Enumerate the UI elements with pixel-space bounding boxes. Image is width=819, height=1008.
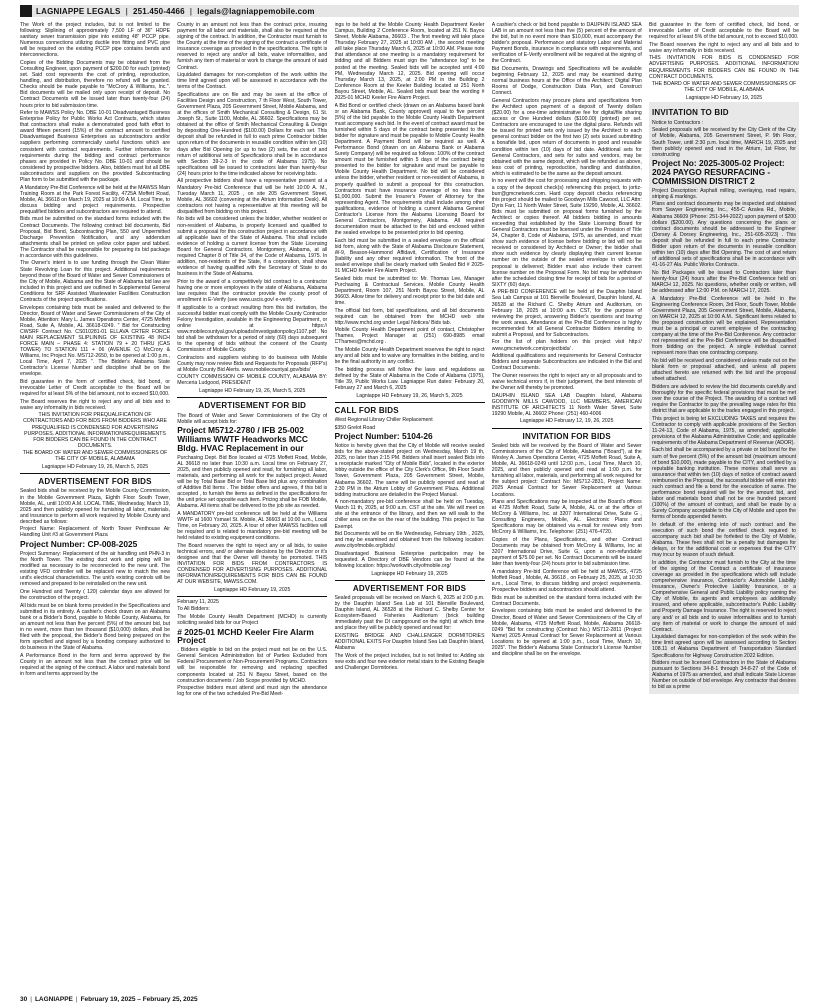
notice-paragraph: All prospective bidders shall have a representative present at a Mandatory Pre-bid Conference that will be held 10:00 A. M., Tuesday March 11, 2025 , on site 205 Government Street, Mobile, AL 36602 (convening at the Atrium Information Desk). All contractors not having a representative at this meeting will be disqualified from bidding on this project. (177, 178, 328, 215)
publication-line: Lagniappe HD February 12, 19, 26, 2025 (520, 418, 614, 425)
notice-paragraph: . Bidders eligible to bid on the project must not be on the U.S. General Services Administration list of Parties Excluded from Federal Procurement or Non-Procurement Programs. Contractors will be responsible for removing and replacing specified components located at 251 N Bayou Street, based on the construction documents / Job Scope provided by MCHD. (177, 647, 328, 684)
notice-salutation: Notice to Contractors : (652, 119, 704, 126)
notice-paragraph: Bidders must be licensed Contractors in the State of Alabama pursuant to Sections 34-8-1 through 34-8-27 of the Code of Alabama of 1975 as amended, and shall indicate State License Number on outside of bid envelope. Any contractor that desires to bid as a prime (652, 660, 796, 691)
notice-condensed-statement: THIS INVITATION FOR BIDS IS CONDENSED FOR ADVERTISING PURPOSES. ADDITIONAL INFORMATION/ REQUIREMENTS FOR BIDDERS CAN BE FOUND IN THE CONTRACT DOCUMENTS. (649, 55, 799, 80)
notice-paragraph: One Hundred and Twenty ( 120) calendar days are allowed for the construction of the project. (20, 588, 170, 601)
column-5 (649, 22, 799, 990)
notice-paragraph: Each bid shall be accompanied by a private or bid bond for the sum of five percent (5%) of the amount bid (maximum amount of bond $10,000), made payable to the CITY, and certified by a reputable banking institution. These monies shall serve as assurance that within ten (10) days of notice of contract award reimbursed in the Proposal, the successful bidder will enter into such contract and file a bond for the execution of same. The performance bond required will be for the amount bid, and labor and materials bond shall not be one hundred percent (100%) of the amount of contract, and shall be made by a Surety Company acceptable to the City of Mobile and upon the forms of bonds appended herein. (652, 447, 797, 521)
notice-paragraph: Plans and Specifications may be inspected at the Board's offices at 4725 Moffett Road, Suite A, Mobile, AL or at the office of McCrory & Williams, Inc. at 3207 International Drive, Suite G , Consulting Engineers, Mobile, AL. Electronic Plans and Specifications may be obtained via e-mail for review only from McCrory & Williams, Inc. Telephone: (251) 476-4720. (491, 499, 642, 536)
notice-salutation: To All Bidders: (177, 606, 210, 613)
project-number: Project No: 2025-3005-02 Project: 2024 PAYGO RESURFACING - COMMISSION DISTRICT 2 (652, 158, 785, 186)
notice-signature: DAUPHIN ISLAND SEA LAB Dauphin Island, Alabama GOODWYN MILLS CAWOOD, LLC MEMBERS, AMERICAN INSTITUTE OF ARCHITECTS 11 North Water Street, Suite 19290 Mobile, AL 36602 Phone: (251) 460-4006 (491, 392, 642, 417)
notice-title: ADVERTISEMENT FOR BID (198, 401, 307, 411)
notice-paragraph: Bid Documents, Drawings and Specifications will be available beginning February 12, 2025 and may be examined during normal business hours at the Office of the Architect; Digital Plan Rooms of Dodge, Construction Data Plan, and Construct Connect. (491, 66, 642, 97)
section-title: LAGNIAPPE LEGALS (36, 6, 121, 16)
column-3 (335, 22, 485, 990)
notice-paragraph: All bids must be on blank forms provided in the Specifications and submitted in its entirety. A cashier's check drawn on an Alabama bank or a Bidder's Bond, payable to Mobile County, Alabama, for an amount not less than five percent (5%) of the amount bid, but in no event, more than ten thousand ($10,000) dollars, shall be filed with the proposal, the Bidder's Bond being prepared on the form specified and signed by a bonding company authorized to do business in the State of Alabama. (20, 602, 170, 652)
notice-paragraph: Envelopes containing bids must be sealed and delivered to the Director, Board of Water and Sewer Commissioners of the City of Mobile, Alabama, 4725 Moffett Road, Mobile, Alabama 36618-0249 "Bid for constructing (Contract No.) MS712-2811 (Project Name) 2025 Annual Contract for Sewer Replacement at Various Locations to be opened at 1:00 p.m., Local Time, March 10, 2025". The Bidder's Alabama State Contractor's License Number and discipline shall be on the envelope. (491, 608, 642, 657)
notice-paragraph: Envelopes containing bids must be sealed and delivered to the Director, Board of Water and Sewer Commissioners of the City of Mobile, Attention: Mary L. James Operations Center, 4725 Moffett Road, Suite A, Mobile, AL 36618-0249. " Bid for Constructing CWSRF Contract No. CS010281-01 ELLAVA CRTER FORCE MAIN REPLACEMENT SLIPLINING OF EXISTING 48 INCH FORCE MAIN – PHASE 4: STATION 79 + 20 THRU (CAS TOWER) TO STATION 111 + 06 (AVENUE C) McCrory & Williams, Inc Project No. MS712-2650, to be opened at 1:00 p.m., Local Time, April 7, 2025 ". The Bidder's Alabama State Contractor's License Number and discipline shall be on the envelope. (20, 304, 170, 378)
notice-title: INVITATION TO BID (652, 108, 729, 118)
notice-divider (177, 397, 327, 398)
notice-paragraph: Copies of the Bidding Documents may be obtained from the Consulting Engineer, upon payment of $200.00 for each (printed) set. Said cost represents the cost of printing, reproduction, handling, and distribution, therefore no refund will be granted. Checks should be made payable to "McCrory & Williams, Inc.". Bid documents will be mailed only upon receipt of deposit. No Contract Documents will be issued later than twenty-four (24) hours prior to bid submission time. (20, 59, 170, 109)
notice-paragraph: Purchasing Dept. Bid Box located at 4725 Moffett Road, Mobile, AL 36618 no later than 10:30 a.m. Local time on February 27, 2025, and then publicly opened and read, for furnishing all labor, materials, and performing all work for the subject project. Award will be by Total Base Bid or Total Base bid plus any combination of Additive Bid Items . The bidder offers and agrees, if this bid is accepted , to furnish the items as defined in the specifications for the unit price set opposite each item. Pricing shall be FOB Mobile, Alabama. All items shall be delivered to the job site as needed. (177, 454, 328, 510)
notice-paragraph: Bid guarantee in the form of certified check, bid bond, or irrevocable Letter of Credit acceptable to the Board will be required for at least 5% of the bid amount, not to exceed $10,000. (649, 22, 799, 41)
notice-paragraph: In default of the entering into of such contract and the execution of such bond the certified check required to accompany such bid shall be forfeited to the City of Mobile, Alabama. These fees shall not be a penalty but damages for delays, or for the additional cost or expenses that the CITY may incur by reason of such default. (652, 521, 796, 559)
notice-address: $350 Grelot Road (334, 424, 376, 431)
header-separator: | (189, 6, 193, 16)
notice-paragraph: A MANDATORY pre-bid conference will be held at the Williams WWTF at 1600 Ysmael St. Mobile, AL 36603 at 10:00 a.m., Local Time, on February 20, 2025. A tour of other MAWSS facilities will be required and is related to mandatory pre-bid meeting will be held related to existing equipment conditions. (177, 510, 328, 542)
notice-paragraph: If applicable to a contract resulting from this bid invitation, the successful bidder must comply with the Mobile County Contractor Felony Investigation, available in the Engineering Department, or online at https:// www.mobilecountyal.gov/uploads/investigationpolicy1107.pdf . No bid shall be withdrawn for a period of sixty (60) days subsequent to the opening of bids without the consent of the County Commission of Mobile County. (177, 304, 328, 354)
header-bar-icon (20, 5, 32, 17)
notice-paragraph: The Work of the project includes, but is not limited to: Adding six new exits and four new exterior metal stairs to the Existing Beagle and Challenger Dormitories. (334, 652, 485, 671)
footer-separator: | (30, 995, 32, 1003)
project-number: # 2025-01 MCHD Keeler Fire Alarm Project (177, 626, 314, 646)
notice-paragraph: The Board reserves the right to reject any and all bids and to waive any informality in bids received. (20, 398, 170, 411)
notice-paragraph: The Owner's intent is to use funding through the Clean Water State Revolving Loan for this project. Additional requirements beyond those of the Board of Water and Sewer Commissioners of the City of Mobile, Alabama and the State of Alabama bid law are included in this project and are outlined in Supplemental General Conditions for SRF Assisted Wastewater Facilities Construction Contracts of the project specifications. (20, 260, 170, 303)
notice-paragraph: The Mobile County Health Department reserves the right to reject any and all bids and to waive any formalities in the bidding, and to be the final authority in any conflict. (334, 347, 485, 366)
footer-separator: | (75, 995, 78, 1003)
notices-columns (20, 22, 799, 990)
notice-paragraph: County in an amount not less than the contract price, insuring payment for all labor and materials, shall also be required at the signing of the contract. In addition, the Contractor must furnish to the County at the time of the signing of the contract a certificate of insurance coverage as provided in the specifications. The right is reserved to reject any and/or all bids, waive informalities, and furnish any item of material or work to change the amount of said Contract. (177, 22, 328, 71)
notice-divider (492, 428, 642, 429)
notice-divider (335, 580, 485, 581)
notice-paragraph: Copies of the Plans, Specifications, and other Contract Documents may be obtained from McCrory & Williams, Inc at 3207 International Drive, Suite G, upon a non-refundable payment of $75.00 per set. No Contract Documents will be issued later than twenty-four (24) hours prior to bid submission time. (491, 537, 642, 568)
notice-paragraph: Sealed bids will be received by the Board of Water and Sewer Commissioners of the City of Mobile, Alabama ("Board"), at the Wesley A. James Operations Center, 4725 Moffett Road, Suite A, Mobile, AL 36618-0249 until 12:00 p.m., Local Time, March 10, 2025, and then publicly opened and read at 1:00 p.m. for furnishing all labor, materials, and performing all work required for the subject project: Contract No: MS712-2831, Project Name: 2025 Annual Contract for Sewer Replacement at Various Locations. (491, 442, 642, 498)
notice-paragraph: The Owner reserves the right to reject any or all proposals and to waive technical errors if, in their judgement, the best interests of the Owner will thereby be promoted. (491, 372, 642, 392)
publication-line: Lagniappe HD February 19, 2025 (371, 570, 448, 577)
notice-paragraph: This project is being let EXCLUDING TAXES and requires the Contractor to comply with applicable provisions of the Section 11-24-13, Code of Alabama, 1975, as amended; applicable provisions of the Alabama Administrative Code; and applicable requirements of the Alabama Department of Revenue (ADOR). (652, 415, 796, 446)
notice-paragraph: Sealed bids must be submitted to: Mr. Thomas Lee, Manager Purchasing & Contractual Services, Mobile County Health Department, Room 107, 251 North Bayou Street, Mobile, AL 36603. Allow time for delivery and receipt prior to the bid date and time. (334, 275, 485, 307)
project-number: Project Number: 5104-26 (334, 431, 433, 442)
notice-paragraph: Liquidated damages for non-completion of the work within the time limit agreed upon will be assessed according to Section 108.11 of Alabama Department of Transportation Standard Specifications for Highway Construction 2022 Edition. (652, 634, 796, 659)
notice-date: February 11, 2025 (177, 598, 219, 605)
notice-paragraph: Sealed proposals will be received by the City Clerk of the City of Mobile, Alabama, 205 Government Street, P. 9th Floor, South Tower, until 2:30 p.m. local time, MARCH 19, 2025 and then publicly opened and read in the Atrium, 1st Floor, for constructing (652, 127, 796, 158)
publication-line: Lagniappe HD February 19, 2025 (685, 94, 763, 101)
notice-paragraph: Liquidated damages for non-completion of the work within the time limit agreed upon will be assessed in accordance with the terms of the Contract. (177, 72, 328, 91)
notice-title: ADVERTISEMENT FOR BIDS (38, 477, 152, 487)
project-number: Project M5712-2780 / IFB 25-002 Williams WWTF Headworks MCC Bldg. HVAC Replacement in our (177, 425, 308, 453)
notice-title: ADVERTISEMENT FOR BIDS (352, 583, 467, 593)
notice-paragraph: A PRE-BID CONFERENCE will be held at the Dauphin Island Sea Lab Campus at 101 Bienville Boulevard, Dauphin Island, AL 36528 at the Richard C. Shelby Atrium and Auditorium, on February 18, 2025 at 10:00 a.m. CST, for the purpose of reviewing the project, answering Bidder's questions and touring the work areas. Attendance at the Pre-Bid Conference is highly recommended for all General Contractor Bidders intending to submit a Proposal, and for Subcontractors. (491, 289, 642, 338)
notice-paragraph: Project Description: Asphalt milling, overlaying, road repairs, striping & markings. (652, 187, 796, 200)
notice-paragraph: Notice is hereby given that the City of Mobile will receive sealed bids for the above-stated project on Wednesday, March 19 th, 2025, no later than 2:15 PM. Bidders shall insert sealed Bids into a receptacle marked "City of Mobile Bids", located in the exterior lobby outside the office of the City Clerk's Office, 9th Floor South Tower, Government Plaza, 205 Government Street, Mobile, Alabama 36602. The same will be publicly opened and read at 2:30 PM in the Atrium Lobby of Government Plaza. Additional bidding instructions are detailed in the Project Manual. (334, 443, 485, 498)
notice-paragraph: The bidding process will follow the laws and regulations as defined by the State of Alabama in the Code of Alabama (1975), Title 39, Public Works Law. Lagniappe Run dates: February 20, February 27 and March 6, 2025 (334, 366, 485, 392)
notice-paragraph: A Bid Bond or certified check (drawn on an Alabama based bank or an Alabama Bank, County approved) equal to five percent (5%) of the bid payable to the Mobile County Health Department must accompany each bid. In the event of contract award must be furnished within 5 days of the contract being presented to the bidder for signature and must be payable to Mobile County Health Department. A Payment Bond will be required as well. A Performance Bond (drawn on an Alabama Bank or Alabama Surety Company) will be required as follows: 100% of the contract amount must be furnished within 5 days of the contract being presented to the bidder for signature and must be payable to Mobile County Health Department. No bid will be considered unless the bidder, whether resident or non-resident of Alabama, is properly qualified to submit a proposal for this construction. Contractors must have insurance coverage of no less than $1,000,000. Submit the Insurer's Power of Attorney for the representing Agent. The requirements shall include among other qualifications, evidence of holding a current Alabama General Contractor's License from the Alabama Licensing Board for General Contractors, Montgomery, Alabama. All required documentation must be attached to the bid and enclosed within the sealed envelope to be presented prior to bid opening. (334, 102, 485, 237)
notice-paragraph: The Mobile County Health Department (MCHD) is currently soliciting sealed bids for our Project (177, 613, 328, 627)
notice-paragraph: A non-mandatory pre-bid conference shall be held on Tuesday, March 11 th, 2025, at 9:00 a.m. CST at the site. We will meet on site at the entrance of the library, and then we will walk to the chiller area on the on the rear of the building. This project is Tax Exempt. (334, 499, 485, 530)
notice-paragraph: Refer to MAWSS Policy No. DBE 10-01 Disadvantaged Business Enterprise Policy for Public Works Act Contracts, which states that contractors shall make a demonstrated good faith effort to award fifteen percent (15%) of the contract amount to certified Disadvantaged Business Enterprises as subcontractors and/or suppliers performing commercially useful functions which are consistent with contract requirements. Further information for requirements during the bidding and contract performance phases are provided in Policy No. DBE 10-01 and should be considered by prospective bidders. Also, bidders must list all DBE subcontractors and suppliers on the provided Subcontracting Plan form to be submitted with the package. (20, 110, 170, 183)
issue-dates: February 19, 2025 – February 25, 2025 (80, 995, 198, 1003)
publication-line: Lagniappe HD February 19, 26, March 5, 2025 (41, 463, 149, 470)
notice-paragraph: Mobile County Health Department point of contact, Christopher Thames, Project Manager at (251) 690-8985 email CThames@mchd.org . (334, 327, 485, 346)
notice-paragraph: Bids must be submitted on the standard forms included with the Contract Documents. (491, 594, 642, 607)
notice-paragraph: Plans and contract documents may be inspected and obtained from Sawyer Engineering, Inc., 455-C Azalea Rd., Mobile, Alabama 36609 (Phone: 251-344-2022) upon payment of $200 dollars ($200.00). Any questions concerning the plans or contract documents should be addressed to the Engineer (Dorsey & Dorsey Engineering, Inc., 251-605-2023) . This deposit shall be refunded in full to each prime Contractor Bidder upon return of the documents in reusable condition within ten (10) days after Bid Opening. The cost of and return of additional sets of specifications shall be in accordance with 41-16-27 Ala. Public Works Contracts. (652, 201, 796, 269)
notice-paragraph: A Mandatory Pre-Bid Conference will be held at the MAWSS Main Training Room at the Park Forest Facility, 4725A Moffett Road, Mobile, AL 36618 on March 19, 2025 at 10:00 A.M. Local Time, to discuss bidding and project requirements. Prospective prequalified bidders and subcontractors are required to attend. (20, 184, 170, 215)
notice-paragraph: EXISTING BRIDGE AND CHALLENGER DORMITORIES ADDITIONAL EXITS For Dauphin Island Sea Lab Dauphin Island, Alabama (334, 633, 485, 652)
notice-paragraph: In addition, the Contractor must furnish to the City at the time of the signing of the Contract a certificate of insurance coverage as provided in the specifications which will include comprehensive insurance, Contractor's Automobile Liability Insurance, Owner's Protective Liability Insurance, or a Comprehensive General and Public Liability policy naming the City of Mobile, its agents and employees as additionally insured, and where applicable, subcontractor's Public Liability and Property Damage Insurance. The right is reserved to reject any and/ or all bids and to waive informalities and to furnish any item of material or work to change the amount of said Contract. (652, 559, 796, 633)
notice-condensed-statement: THIS INVITATION FOR PREQUALIFICATION OF CONTRACTORS AND FOR BIDS FROM BIDDERS WHO ARE PREQUALIFIED IS CONDENSED FOR ADVERTISING PURPOSES. ADDITIONAL INFORMATION/REQUIREMENTS FOR BIDDERS CAN BE FOUND IN THE CONTRACT DOCUMENTS. (23, 412, 167, 449)
header-separator: | (125, 6, 128, 16)
notice-paragraph: Bids must be submitted on the standard forms included with the Contract Documents. The following contract bid documents, Bid Proposal, Bid Bond, Subcontracting Plan, 550 and Unpermitted Discharge Prevention Notification, and any addendum attachments shall be printed on yellow color paper and tabbed. The Contractor shall be responsible for preparing its bid package in accordance with this guidelines. (20, 216, 170, 259)
notice-paragraph: The Board of Water and Sewer Commissioners of the City of Mobile will accept bids for: (177, 412, 328, 425)
notice-paragraph: Sealed bids shall be received by the Mobile County Commission, in the Mobile Government Plaza, Eighth Floor South Tower, Mobile, AL, until 10:00 A.M. LOCAL TIME, Wednesday, March 19, 2025 and then publicly opened for furnishing all labor, materials, and insurance to perform all work required by Mobile County and described as follows: (20, 488, 170, 525)
notice-paragraph: Prior to the award of a competitively bid contract to a contractor having one or more employees in the state of Alabama, Alabama law requires that the contractor provide the county proof of enrollment in E-Verify (see www.uscis.gov/ e-verify . (177, 278, 328, 303)
notice-paragraph: Bid Documents will be on file Wednesday, February 19th , 2025, and may be examined and obtained from the following location: www.cityofmobile.org/bids/ (334, 531, 485, 550)
notice-signature: COUNTY COMMISSION OF MOBILE COUNTY, ALABAMA BY: Merceria Ludgood, PRESIDENT (177, 374, 328, 387)
notice-paragraph: General Contractors may procure plans and specifications from the Architect upon payment of a deposit of Twenty dollars ($20.00) for a one-time administrative fee for digital/file sharing access or One Hundred dollars ($100.00) (printed) per set. Contractors are encouraged to use the digital plans. Refunds will be issued for printed sets only issued by the Architect to each general contract bidder on the first two (2) sets issued submitting a bonafide bid, upon return of documents in good and reusable condition within ten (10) days of bid date. Additional sets for General Contractors, and sets for subs and vendors, may be obtained with the same deposit, which will be refunded as above, less cost of printing, reproduction, handling and distribution, which is estimated to be the same as the deposit amount. (491, 97, 642, 177)
notice-paragraph: Bidders are advised to review the bid documents carefully and thoroughly for the specific federal provisions that must be met over the course of the Project. The awarding of a contract will require the Contractor to pay the prevailing wage rates for this district that are applicable to the trades engaged in this project. (652, 383, 796, 414)
header-email[interactable]: legals@lagniappemobile.com (197, 6, 315, 16)
notice-signature: THE BOARD OF WATER AND SEWER COMMISSIONERS OF THE CITY OF MOBILE, ALABAMA (651, 81, 797, 94)
notice-paragraph: A cashier's check or bid bond payable to DAUPHIN ISLAND SEA LAB in an amount not less than five (5) percent of the amount of the bid, but in no event more than $10,000, must accompany the bidder's proposal. Performance and statutory Labor and Material Payment Bonds, insurance in compliance with requirements, and verification of E-Verify enrollment will be required at the signing of the Contract. (491, 22, 642, 65)
notice-paragraph: Bid guarantee in the form of certified check, bid bond, or irrevocable Letter of Credit acceptable to the Board will be required for at least 5% of the bid amount, not to exceed $10,000. (20, 378, 170, 398)
notice-title: CALL FOR BIDS (334, 405, 399, 415)
notice-paragraph: Prospective bidders must attend and must sign the attendance log for one of the two scheduled Pre-Bid Meet- (177, 685, 328, 698)
notice-paragraph: The Board reserves the right to reject any or all bids, to waive technical errors, and/ or alternate decisions by the Director or it's designee and that the Owner will thereby be promoted. THIS INVITATION FOR BIDS FROM CONTRACTORS IS CONDENSED FOR ADVERTISING PURPOSES. ADDITIONAL INFORMATION/REQUIREMENTS FOR BIDS CAN BE FOUND AT OUR WEBSITE, MAWSS.COM. (177, 542, 328, 586)
notice-paragraph: For the list of plan holders on this project visit http:// www.gmcnetwork.com/projectbids/ . (491, 339, 642, 352)
notice-paragraph: Project Name: Replacement of North Tower Penthouse Air Handling Unit #3 at Government Plaza (20, 526, 170, 539)
notice-title: INVITATION FOR BIDS (522, 431, 611, 441)
notice-paragraph: Disadvantaged Business Enterprise participation may be requested. A Directory of DBE Vendors can be found at the following location: https://workwith.cityofmobile.org/ (334, 550, 485, 570)
notice-paragraph: No Bid Packages will be issued to Contractors later than twenty-four (24) hours after the Pre-Bid Conference held on MARCH 12, 2025. No questions, whether orally or written, will be addressed after 12:00 P.M. on MARCH 17, 2025. (652, 269, 796, 294)
notice-paragraph: A Performance Bond in the form and terms approved by the County in an amount not less than the contract price will be required at the signing of the contract. A labor and materials bond in form and terms approved by the (20, 652, 170, 677)
column-4 (492, 22, 642, 990)
publication-line: Lagniappe HD February 19, 2025 (214, 586, 291, 593)
notice-heading: West Regional Library Chiller Replacement (334, 417, 433, 424)
notice-divider (20, 473, 170, 474)
invitation-to-bid-box (649, 102, 799, 694)
notice-paragraph: Contractors and suppliers wishing to do business with Mobile County may now review Bids and Requests for Proposals (RFP's) at Mobile County Bid Alerts. www.mobilecountyal.gov/bids/ (177, 354, 328, 373)
notice-paragraph: Specifications are on file and may be seen at the office of Facilities Design and Construction, 7 th Floor West, South Tower, Government Plaza, 205 Government Street, Mobile Alabama, and at the offices of Smith Mechanical Consulting & Design, 61 St. Joseph St., Suite 1100, Mobile, AL 36602. Specifications may be obtained at the office of Smith Mechanical Consulting & Design by depositing One-Hundred ($100.00) Dollars for each set. This deposit shall be refunded in full to each prime Contractor bidder upon return of the documents in reusable condition within ten (10) days after Bid Opening (or up to two (2) sets, the cost of and return of additional sets of Specifications shall be in accordance with Section 39-2-3 in the code of Alabama 1975). No specifications will be issued to contractors later than twenty-four (24) hours prior to the time indicated above for receiving bids. (177, 91, 328, 177)
notice-paragraph: The Work of the project includes, but is not limited to the following: Sliplining of approximately 7,500 LF of 36" HDPE sanitary sewer transmission pipe into existing 48" PCCP pipe. Numerous connections utilizing ductile iron fitting and PVC pipe will be required on the existing PCCP pipe contains bends and interconnections. (20, 22, 170, 59)
column-1 (20, 22, 170, 990)
notice-paragraph: In no event will the cost for processing and shipping requests with a copy of the deposit check(s) referencing this project, to jortiz-burr@gmcnetwork.com. Hard copy deposit checks referencing this project should be mailed to Goodwyn Mills Cawood, LLC Attn: Dyris Farr, 11 North Water Street, Suite 19290, Mobile, AL 36602. Bids must be submitted on proposal forms furnished by the Architect or copies thereof. All bidders bidding in amounts exceeding that established by the State Licensing Board for General Contractors must be licensed under the Provision of Title 34, Chapter 8, Code of Alabama, 1975, as amended, and must show such evidence of license before bidding or bid will not be received or considered by Architect or Owner; the bidder shall show such evidence by clearly displaying their current license number on the outside of the sealed envelope in which the proposal is delivered; Bidder must also include their current license number on the Proposal Form. No bid may be withdrawn after the scheduled closing time for receipt of bids for a period of SIXTY (60) days. (491, 178, 642, 288)
notice-paragraph: No bids will be considered unless the bidder, whether resident or non-resident of Alabama, is properly licensed and qualified to submit a proposal for this construction project in accordance with all applicable laws of the State of Alabama. This shall include evidence of holding a current license from the State Licensing Board for General Contractors. Montgomery, Alabama, at all required Chapter 8 of Title 34, of the Code of Alabama, 1975. In addition, non-residents of the State, if a corporation, shall show evidence of having qualified with the Secretary of State to do business in the State of Alabama. (177, 216, 328, 278)
notice-paragraph: Additional qualifications and requirements for General Contractor Bidders and separate Subcontractors are indicated in the Bid and Contract Documents. (491, 353, 642, 372)
notice-paragraph: A Mandatory Pre-Bid Conference will be held in the Engineering Conference Room, 3rd Floor, South Tower, Mobile Government Plaza, 205 Government Street, Mobile, Alabama, on MARCH 12, 2025 at 10:00 A.M.. Significant items related to the proposed construction will be explained. Representation must be a principal or current employee of the contracting company at the time of the Pre-Bid Conference. Any contractor not represented at the Pre-Bid Conference will be disqualified from bidding on the project. A single individual cannot represent more than one contracting company. (652, 295, 796, 357)
notice-paragraph: A mandatory Pre-bid Conference will be held at MAWSS, 4725 Moffett Road , Mobile, AL 36618 , on February 25, 2025, at 10:30 a.m., Local Time, to discuss bidding and project requirements. Prospective bidders and subcontractors should attend. (491, 568, 642, 594)
publication-name: LAGNIAPPE (34, 995, 73, 1003)
page-header (20, 5, 799, 17)
publication-line: Lagniappe HD February 19, 26, March 5, 2025 (356, 392, 463, 399)
notice-paragraph: Project Summary: Replacement of the air handling unit PHN-3 in the North Tower. The existing duct work and piping will be modified as necessary to be reconnected to the new unit. The existing VFD controller will be replaced new to match the new unit's electrical characteristics. The unit's existing controls will be removed and prepared to be reinstalled on the new unit. (20, 550, 170, 588)
notice-paragraph: No bid will be received and considered unless made out on the blank form or proposal attached, and unless all papers attached hereto are returned with the bid and the proposal sheet attached. (652, 357, 796, 383)
publication-line: Lagniappe HD February 19, 26, March 5, 2025 (199, 388, 306, 395)
page-footer (20, 994, 799, 1004)
page-number: 30 (20, 995, 28, 1003)
notice-paragraph: The Board reserves the right to reject any and all bids and to waive any informality in bids received. (649, 41, 799, 54)
notice-paragraph: ings to be held at the Mobile County Health Department Keeler Campus, Building 2 Conference Room, located at 251 N. Bayou Street, Mobile Alabama, 36603 . The first meeting will take place Thursday February 27, 2025 at 10:00 AM , the second meeting will take place Thursday March 6, 2025 at 10:00 AM. Please note that attendance at one meeting is a mandatory requirement for bidding and all Bidders must sign the "attendance log" to be posted at the meeting. Sealed bids will be accepted until 4:00 PM, Wednesday March 12, 2025. Bid opening will occur Thursday March 13, 2025, at 2:00 PM in the Building 2 Conference Room at the Keeler Building located at 251 North Bayou Street, Mobile, AL. Sealed bids must bear the wording # 2025-01 MCHD Keeler Fire Alarm Project. (334, 22, 485, 101)
notice-paragraph: Sealed proposals will be received on March 6, 2025 at 2:00 p.m. by the Dauphin Island Sea Lab at 101 Bienville Boulevard, Dauphin Island, AL 36528 at the Richard C. Shelby Center for Ecosystem-Based Fisheries Auditorium (brick building immediately past the DI campground on the right) at which time and place they will be publicly opened and read for: (334, 595, 485, 632)
column-2 (177, 22, 327, 990)
notice-divider (335, 402, 485, 403)
project-number: Project Number: CP-008-2025 (20, 539, 138, 550)
notice-paragraph: The official bid form, bid specifications, and all bid documents required can be obtained from the MCHD web site http://www.mchd.org under Legal Notices/ Bids tab. (334, 307, 485, 326)
notice-signature: THE BOARD OF WATER AND SEWER COMMISSIONERS OF THE CITY OF MOBILE, ALABAMA (22, 450, 168, 463)
notice-paragraph: Each bid must be submitted in a sealed envelope on the official bid form, along with the State of Alabama Disclosure Statement, W-9, Beason-Hammond Affidavit, Certification of Insurance (liability and any other required information. The front of the sealed envelope shall be clearly marked with Sealed Bid # 2025-01 MCHD Keeler Fire Alarm Project. (334, 237, 485, 275)
notice-divider (177, 596, 327, 597)
header-phone: 251.450-4466 (133, 6, 185, 16)
